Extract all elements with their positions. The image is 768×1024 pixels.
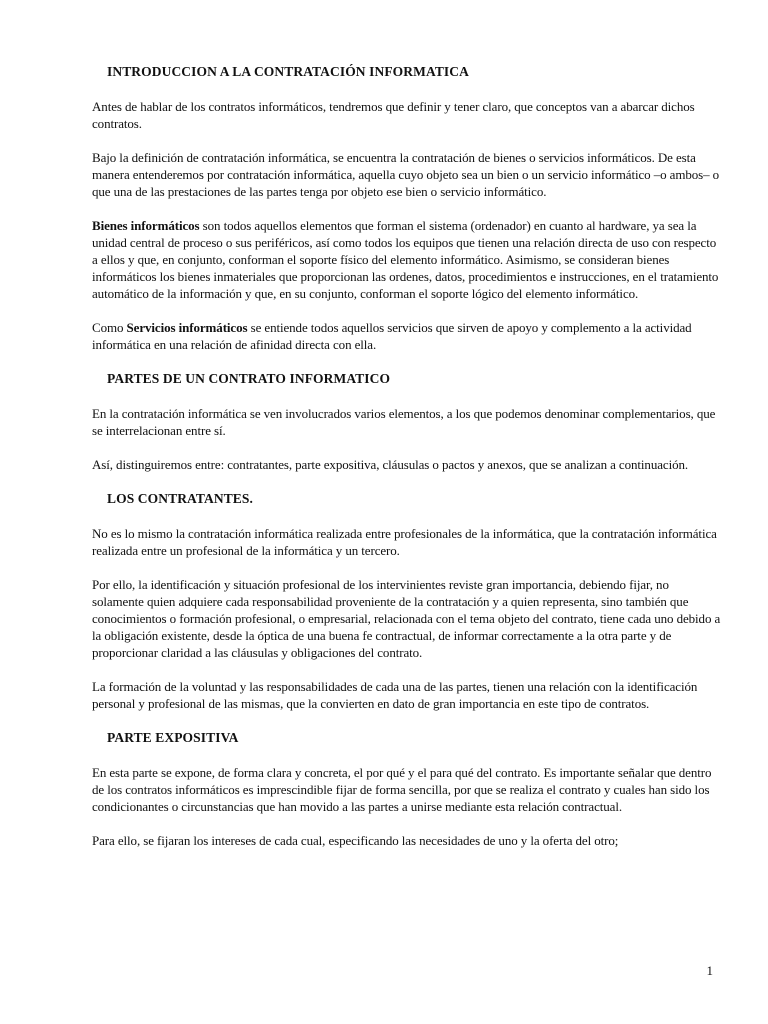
section-heading-expositiva: PARTE EXPOSITIVA xyxy=(107,730,239,745)
paragraph xyxy=(92,678,722,712)
paragraph-text: Para ello, se fijaran los intereses de cada cual, especificando las necesidades de uno y la oferta del otro; xyxy=(92,833,619,848)
paragraph xyxy=(92,405,722,439)
paragraph xyxy=(92,217,722,302)
paragraph xyxy=(92,832,722,849)
paragraph xyxy=(92,456,722,473)
paragraph-text: Bajo la definición de contratación informática, se encuentra la contratación de bienes o servicios informáticos. De esta manera entenderemos por contratación informática, aquella cuyo objeto sea un bien o un servicio informático –o ambos– o que una de las prestaciones de las partes tenga por objeto ese bien o servicio informático. xyxy=(92,150,720,199)
paragraph-text: No es lo mismo la contratación informática realizada entre profesionales de la informática, que la contratación informática realizada entre un profesional de la informática y un tercero. xyxy=(92,526,717,558)
paragraph xyxy=(92,576,722,661)
bold-term-bienes: Bienes informáticos xyxy=(92,218,200,233)
page-number: 1 xyxy=(706,963,713,978)
paragraph-text: se entiende todos aquellos servicios que sirven de apoyo y complemento a la actividad informática en una relación de afinidad directa con ella. xyxy=(92,320,692,352)
paragraph xyxy=(92,525,722,559)
paragraph-text: En la contratación informática se ven involucrados varios elementos, a los que podemos denominar complementarios, que se interrelacionan entre sí. xyxy=(92,406,716,438)
paragraph xyxy=(92,319,722,353)
paragraph-text: Como xyxy=(92,320,127,335)
paragraph xyxy=(92,764,722,815)
section-heading-introduccion: INTRODUCCION A LA CONTRATACIÓN INFORMATICA xyxy=(107,64,469,79)
section-heading-partes: PARTES DE UN CONTRATO INFORMATICO xyxy=(107,371,391,386)
paragraph xyxy=(92,149,722,200)
paragraph-text: son todos aquellos elementos que forman el sistema (ordenador) en cuanto al hardware, ya sea la unidad central de proceso o sus periféricos, así como todos los equipos que tienen una relación directa de uso con respecto a ellos y que, en conjunto, conforman el soporte físico del elemento informático. Asimismo, se consideran bienes informáticos los bienes inmateriales que proporcionan las ordenes, datos, procedimientos e instrucciones, en el tratamiento automático de la información y que, en su conjunto, conforman el soporte lógico del elemento informático. xyxy=(92,218,719,301)
paragraph-text: Por ello, la identificación y situación profesional de los intervinientes reviste gran importancia, debiendo fijar, no solamente quien adquiere cada responsabilidad proveniente de la contratación y a quien representa, sino también que conocimientos o formación profesional, o empresarial, relacionada con el tema objeto del contrato, tiene cada uno debido a la obligación existente, desde la óptica de una buena fe contractual, de informar correctamente a la otra parte y de proporcionar claridad a las cláusulas y obligaciones del contrato. xyxy=(92,577,721,660)
paragraph-text: En esta parte se expone, de forma clara y concreta, el por qué y el para qué del contrato. Es importante señalar que dentro de los contratos informáticos es imprescindible fijar de forma sencilla, por que se realiza el contrato y cuales han sido los condicionantes o circunstancias que han movido a las partes a unirse mediante esta relación contractual. xyxy=(92,765,712,814)
paragraph xyxy=(92,98,722,132)
document-body xyxy=(92,63,722,866)
paragraph-text: La formación de la voluntad y las responsabilidades de cada una de las partes, tienen una relación con la identificación personal y profesional de las mismas, que la convierten en dato de gran importancia en este tipo de contratos. xyxy=(92,679,698,711)
paragraph-text: Así, distinguiremos entre: contratantes, parte expositiva, cláusulas o pactos y anexos, que se analizan a continuación. xyxy=(92,457,689,472)
bold-term-servicios: Servicios informáticos xyxy=(126,320,248,335)
section-heading-contratantes: LOS CONTRATANTES. xyxy=(107,491,253,506)
paragraph-text: Antes de hablar de los contratos informáticos, tendremos que definir y tener claro, que conceptos van a abarcar dichos contratos. xyxy=(92,99,695,131)
